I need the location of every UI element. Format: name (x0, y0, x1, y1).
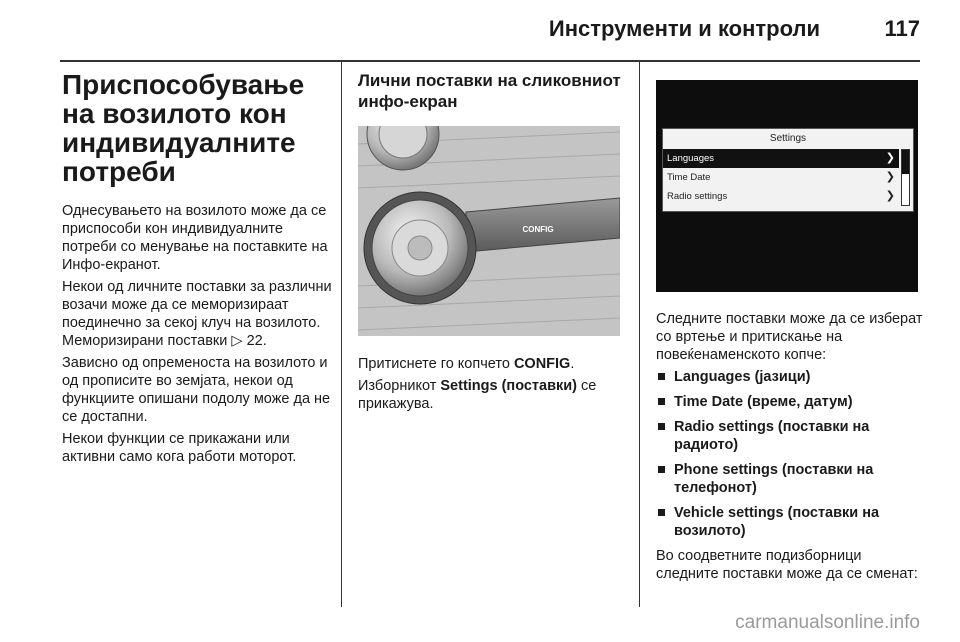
paragraph-2-text: Некои од личните поставки за различни возачи може да се меморизираат поединечно за секој клуч на возилото. Меморизирани поставки (62, 279, 332, 349)
settings-scrollbar[interactable] (901, 149, 910, 206)
settings-screen-illustration (656, 80, 918, 292)
settings-row-languages[interactable]: Languages ❯ (663, 149, 899, 168)
column-divider-left (341, 62, 342, 607)
chevron-right-icon: ❯ (885, 152, 895, 164)
settings-row-radio[interactable]: Radio settings ❯ (663, 187, 899, 206)
paragraph-3: Зависно од опременоста на возилото и од прописите во земјата, некои од функциите опишани подолу може да не се достапни. (62, 355, 331, 425)
list-item: Radio settings (поставки на радиото) (656, 418, 926, 454)
list-item: Languages (јазици) (656, 368, 926, 386)
settings-list (656, 368, 926, 540)
page-number: 117 (884, 16, 920, 41)
paragraph-1: Однесувањето на возилото може да се приспособи кон индивидуалните потреби со менување на поставките на Инфо-екранот. (62, 203, 328, 273)
settings-row-time-date[interactable]: Time Date ❯ (663, 168, 899, 187)
header-rule (60, 60, 920, 62)
subsection-heading: Лични поставки на сликовниот инфо-екран (358, 71, 621, 111)
settings-screen-title: Settings (769, 133, 807, 144)
config-button-photo (358, 126, 620, 336)
chevron-right-icon: ❯ (885, 171, 895, 183)
config-button-label: CONFIG (522, 225, 554, 234)
column-1 (62, 70, 332, 470)
paragraph-4: Некои функции се прикажани или активни само кога работи моторот. (62, 431, 297, 465)
running-header-title: Инструменти и контроли (548, 16, 820, 41)
page-ref-triangle-icon: ▷ (231, 333, 243, 349)
paragraph-2 (62, 278, 332, 350)
list-item: Time Date (време, датум) (656, 393, 926, 411)
column-2 (358, 70, 628, 417)
page-ref-link[interactable]: 22. (246, 333, 267, 349)
list-item: Phone settings (поставки на телефонот) (656, 461, 926, 497)
column-divider-right (639, 62, 640, 607)
settings-screen (662, 128, 914, 212)
chevron-right-icon: ❯ (885, 190, 895, 202)
instruction-2: Изборникот Settings (поставки) се прикажува. (358, 378, 597, 412)
settings-outro: Во соодветните подизборници следните поставки може да се сменат: (656, 548, 918, 582)
section-heading: Приспособување на возилото кон индивидуалните потреби (62, 69, 305, 187)
list-item: Vehicle settings (поставки на возилото) (656, 504, 926, 540)
instruction-1: Притиснете го копчето CONFIG. (358, 356, 575, 372)
column-3 (656, 70, 926, 587)
watermark: carmanualsonline.info (735, 612, 920, 633)
settings-scrollbar-thumb[interactable] (902, 150, 909, 174)
settings-intro: Следните поставки може да се изберат со вртење и притискање на повеќенаменското копче: (656, 311, 923, 363)
